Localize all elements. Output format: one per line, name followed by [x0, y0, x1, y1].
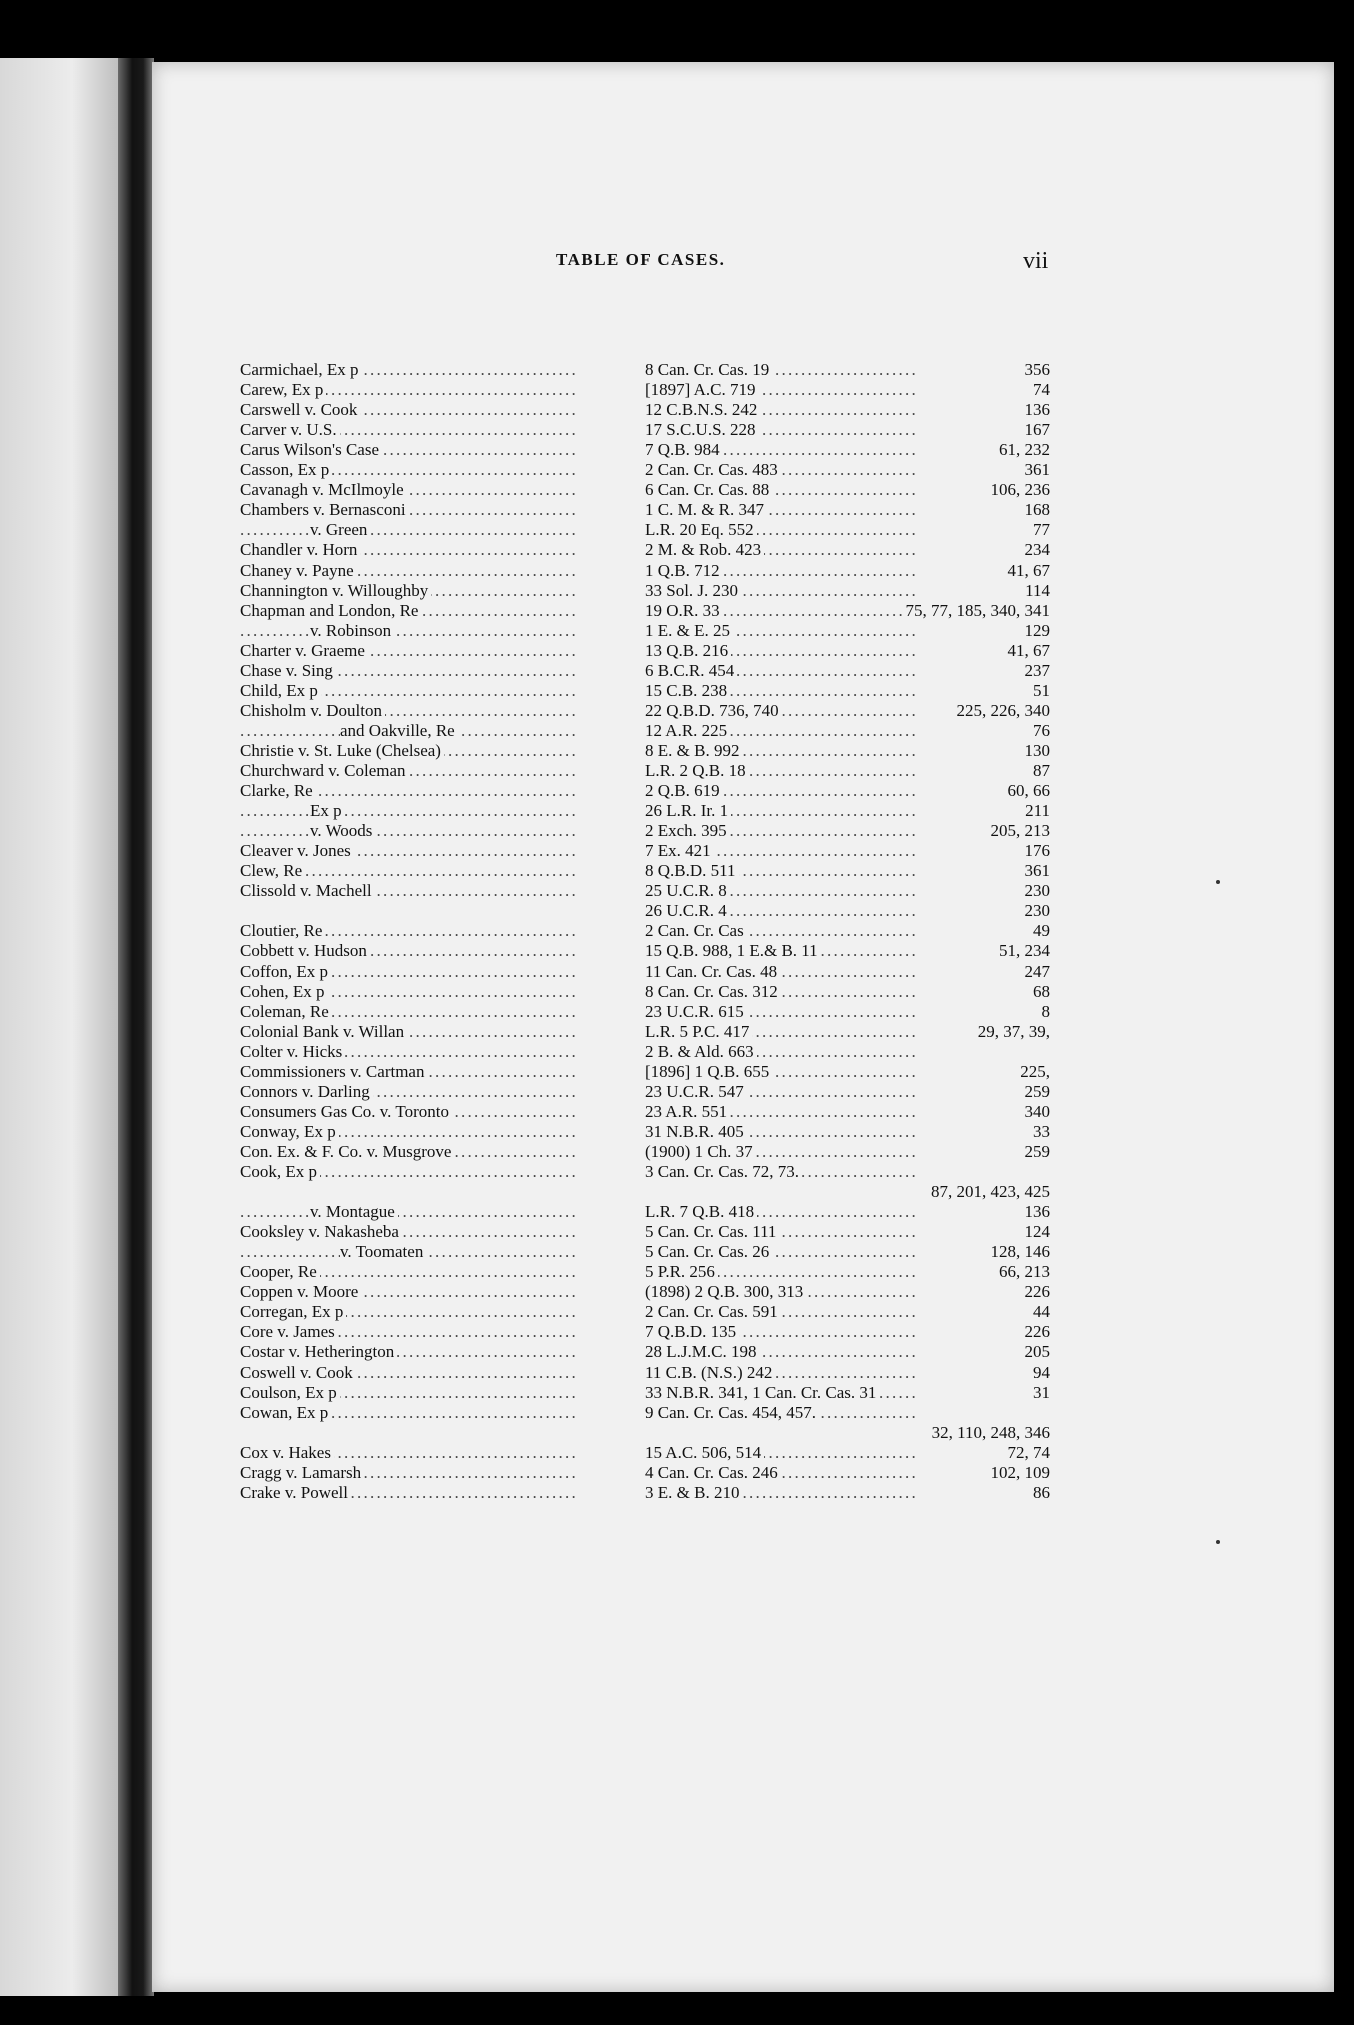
case-name: . . . Child, Ex p [240, 681, 640, 701]
page-references: 77 [780, 520, 1050, 540]
page-number: vii [1023, 248, 1049, 274]
table-row [240, 1443, 1050, 1463]
citation: . . . 7 Ex. 421 [645, 841, 1005, 861]
page-references: 41, 67 [780, 561, 1050, 581]
citation: . . . 2 Can. Cr. Cas [645, 921, 1005, 941]
page-references: 66, 213 [780, 1262, 1050, 1282]
table-row [240, 1342, 1050, 1362]
table-row [240, 1242, 1050, 1262]
page-references: 130 [780, 741, 1050, 761]
page-references: 44 [780, 1302, 1050, 1322]
citation: . . . 15 Q.B. 988, 1 E.& B. 11 [645, 941, 1005, 961]
page-references: 205, 213 [780, 821, 1050, 841]
table-row [240, 982, 1050, 1002]
facing-page-edge [0, 58, 120, 1996]
page-references: 259 [780, 1142, 1050, 1162]
page-references: 225, 226, 340 [780, 701, 1050, 721]
citation: . . . 8 Q.B.D. 511 [645, 861, 1005, 881]
case-name: . . . Channington v. Willoughby [240, 581, 640, 601]
page-references: 106, 236 [780, 480, 1050, 500]
page-references: 230 [780, 881, 1050, 901]
citation: . . . (1898) 2 Q.B. 300, 313 [645, 1282, 1005, 1302]
case-name: . . . v. Toomaten [240, 1242, 640, 1262]
page-references: 87, 201, 423, 425 [780, 1182, 1050, 1202]
table-row [240, 821, 1050, 841]
table-row [240, 440, 1050, 460]
page-references: 31 [780, 1383, 1050, 1403]
table-row [240, 1423, 1050, 1443]
case-name: . . . Connors v. Darling [240, 1082, 640, 1102]
case-name: . . . Carus Wilson's Case [240, 440, 640, 460]
citation: . . . 23 U.C.R. 547 [645, 1082, 1005, 1102]
citation: . . . L.R. 20 Eq. 552 [645, 520, 1005, 540]
citation: . . . 5 Can. Cr. Cas. 26 [645, 1242, 1005, 1262]
page-references: 76 [780, 721, 1050, 741]
page-references: 68 [780, 982, 1050, 1002]
table-row [240, 641, 1050, 661]
case-name: . . . Chase v. Sing [240, 661, 640, 681]
page-references: 51 [780, 681, 1050, 701]
page-references: 41, 67 [780, 641, 1050, 661]
page-references: 74 [780, 380, 1050, 400]
page-references: 51, 234 [780, 941, 1050, 961]
case-name: . . . Cox v. Hakes [240, 1443, 640, 1463]
page-references: 124 [780, 1222, 1050, 1242]
citation: . . . 1 Q.B. 712 [645, 561, 1005, 581]
speck-mark [1216, 880, 1220, 884]
table-row [240, 1002, 1050, 1022]
case-name: . . . Con. Ex. & F. Co. v. Musgrove [240, 1142, 640, 1162]
case-name: . . . Carswell v. Cook [240, 400, 640, 420]
table-row [240, 1142, 1050, 1162]
table-row [240, 480, 1050, 500]
page-references: 230 [780, 901, 1050, 921]
citation: . . . 19 O.R. 33 [645, 601, 1005, 621]
citation: . . . 26 L.R. Ir. 1 [645, 801, 1005, 821]
citation: . . . L.R. 2 Q.B. 18 [645, 761, 1005, 781]
citation: . . . 12 C.B.N.S. 242 [645, 400, 1005, 420]
case-name: . . . Colonial Bank v. Willan [240, 1022, 640, 1042]
table-row [240, 1042, 1050, 1062]
page-references: 129 [780, 621, 1050, 641]
case-name: . . . Chandler v. Horn [240, 540, 640, 560]
case-name: . . . Coswell v. Cook [240, 1363, 640, 1383]
citation: . . . [1896] 1 Q.B. 655 [645, 1062, 1005, 1082]
case-name: . . . Chapman and London, Re [240, 601, 640, 621]
page-references: 29, 37, 39, [780, 1022, 1050, 1042]
case-name: . . . Clissold v. Machell [240, 881, 640, 901]
citation: . . . 1 E. & E. 25 [645, 621, 1005, 641]
page-references: 87 [780, 761, 1050, 781]
case-name: . . . v. Woods [240, 821, 640, 841]
table-row [240, 1182, 1050, 1202]
table-row [240, 360, 1050, 380]
case-name: . . . Cook, Ex p [240, 1162, 640, 1182]
citation: . . . 1 C. M. & R. 347 [645, 500, 1005, 520]
citation: . . . 26 U.C.R. 4 [645, 901, 1005, 921]
table-row [240, 841, 1050, 861]
citation: . . . 2 B. & Ald. 663 [645, 1042, 1005, 1062]
citation: . . . 4 Can. Cr. Cas. 246 [645, 1463, 1005, 1483]
table-row [240, 500, 1050, 520]
page-references: 247 [780, 962, 1050, 982]
case-name: . . . Cooper, Re [240, 1262, 640, 1282]
citation: . . . 7 Q.B. 984 [645, 440, 1005, 460]
citation: . . . 23 U.C.R. 615 [645, 1002, 1005, 1022]
table-row [240, 561, 1050, 581]
case-name: . . . Chambers v. Bernasconi [240, 500, 640, 520]
table-row [240, 581, 1050, 601]
case-name: . . . Consumers Gas Co. v. Toronto [240, 1102, 640, 1122]
book-gutter [118, 58, 154, 1996]
page-references: 234 [780, 540, 1050, 560]
table-row [240, 901, 1050, 921]
citation: . . . 12 A.R. 225 [645, 721, 1005, 741]
table-row [240, 420, 1050, 440]
table-row [240, 761, 1050, 781]
citation: . . . L.R. 7 Q.B. 418 [645, 1202, 1005, 1222]
case-name: . . . Costar v. Hetherington [240, 1342, 640, 1362]
table-row [240, 1022, 1050, 1042]
citation: . . . 28 L.J.M.C. 198 [645, 1342, 1005, 1362]
table-row [240, 1262, 1050, 1282]
table-row [240, 701, 1050, 721]
table-row [240, 1322, 1050, 1342]
case-name: . . . Cragg v. Lamarsh [240, 1463, 640, 1483]
page-references: 72, 74 [780, 1443, 1050, 1463]
page-references: 136 [780, 400, 1050, 420]
case-name: . . . Casson, Ex p [240, 460, 640, 480]
table-row [240, 1202, 1050, 1222]
citation: . . . 31 N.B.R. 405 [645, 1122, 1005, 1142]
citation: . . . 33 N.B.R. 341, 1 Can. Cr. Cas. 31 [645, 1383, 1005, 1403]
page-references: 226 [780, 1282, 1050, 1302]
page-references: 94 [780, 1363, 1050, 1383]
case-name: . . . Coulson, Ex p [240, 1383, 640, 1403]
table-row [240, 681, 1050, 701]
page-references: 114 [780, 581, 1050, 601]
table-row [240, 1062, 1050, 1082]
page-references: 86 [780, 1483, 1050, 1503]
citation: . . . [1897] A.C. 719 [645, 380, 1005, 400]
table-row [240, 921, 1050, 941]
table-row [240, 601, 1050, 621]
table-row [240, 941, 1050, 961]
citation: . . . 2 M. & Rob. 423 [645, 540, 1005, 560]
case-name: . . . v. Green [240, 520, 640, 540]
citation: . . . 5 P.R. 256 [645, 1262, 1005, 1282]
page-references: 176 [780, 841, 1050, 861]
page-references: 361 [780, 861, 1050, 881]
table-row [240, 1282, 1050, 1302]
table-row [240, 962, 1050, 982]
table-row [240, 400, 1050, 420]
citation: . . . (1900) 1 Ch. 37 [645, 1142, 1005, 1162]
table-row [240, 1222, 1050, 1242]
page-references: 259 [780, 1082, 1050, 1102]
speck-mark [1216, 1540, 1220, 1544]
case-name: . . . Cobbett v. Hudson [240, 941, 640, 961]
case-name: . . . Cowan, Ex p [240, 1403, 640, 1423]
table-row [240, 1403, 1050, 1423]
citation: . . . 5 Can. Cr. Cas. 111 [645, 1222, 1005, 1242]
citation: . . . 6 B.C.R. 454 [645, 661, 1005, 681]
case-name: . . . Cleaver v. Jones [240, 841, 640, 861]
case-name: . . . Commissioners v. Cartman [240, 1062, 640, 1082]
citation: . . . 9 Can. Cr. Cas. 454, 457. [645, 1403, 1005, 1423]
citation: . . . 33 Sol. J. 230 [645, 581, 1005, 601]
citation: . . . 3 E. & B. 210 [645, 1483, 1005, 1503]
citation: . . . 2 Can. Cr. Cas. 591 [645, 1302, 1005, 1322]
table-row [240, 1162, 1050, 1182]
table-row [240, 881, 1050, 901]
page-references: 136 [780, 1202, 1050, 1222]
citation: . . . 11 Can. Cr. Cas. 48 [645, 962, 1005, 982]
citation: . . . 13 Q.B. 216 [645, 641, 1005, 661]
case-name: . . . Chisholm v. Doulton [240, 701, 640, 721]
page-references: 61, 232 [780, 440, 1050, 460]
table-row [240, 721, 1050, 741]
citation: . . . 2 Can. Cr. Cas. 483 [645, 460, 1005, 480]
case-name: . . . Ex p [240, 801, 640, 821]
case-name: . . . Carmichael, Ex p [240, 360, 640, 380]
page-references: 226 [780, 1322, 1050, 1342]
running-title: TABLE OF CASES. [556, 250, 726, 269]
page-references: 211 [780, 801, 1050, 821]
case-name: . . . Cooksley v. Nakasheba [240, 1222, 640, 1242]
table-row [240, 1122, 1050, 1142]
citation: . . . 2 Exch. 395 [645, 821, 1005, 841]
page-references: 60, 66 [780, 781, 1050, 801]
table-row [240, 621, 1050, 641]
citation: . . . 7 Q.B.D. 135 [645, 1322, 1005, 1342]
citation: . . . 22 Q.B.D. 736, 740 [645, 701, 1005, 721]
citation: . . . L.R. 5 P.C. 417 [645, 1022, 1005, 1042]
case-name: . . . Clarke, Re [240, 781, 640, 801]
page-references: 8 [780, 1002, 1050, 1022]
table-row [240, 781, 1050, 801]
case-name: . . . Conway, Ex p [240, 1122, 640, 1142]
citation: . . . 8 E. & B. 992 [645, 741, 1005, 761]
citation: . . . 25 U.C.R. 8 [645, 881, 1005, 901]
table-row [240, 1363, 1050, 1383]
table-row [240, 1483, 1050, 1503]
table-row [240, 861, 1050, 881]
page-references: 102, 109 [780, 1463, 1050, 1483]
page-header [400, 248, 1050, 292]
table-row [240, 1383, 1050, 1403]
case-name: . . . Corregan, Ex p [240, 1302, 640, 1322]
page-references: 75, 77, 185, 340, 341 [780, 601, 1050, 621]
page-references: 361 [780, 460, 1050, 480]
case-name: . . . Core v. James [240, 1322, 640, 1342]
citation: . . . 15 A.C. 506, 514 [645, 1443, 1005, 1463]
case-name: . . . Cohen, Ex p [240, 982, 640, 1002]
case-name: . . . Carver v. U.S. [240, 420, 640, 440]
case-name: . . . v. Montague [240, 1202, 640, 1222]
table-row [240, 1302, 1050, 1322]
citation: . . . 23 A.R. 551 [645, 1102, 1005, 1122]
case-name: . . . Cloutier, Re [240, 921, 640, 941]
case-name: . . . Coffon, Ex p [240, 962, 640, 982]
citation: . . . 8 Can. Cr. Cas. 312 [645, 982, 1005, 1002]
page-references: 168 [780, 500, 1050, 520]
case-name: . . . Churchward v. Coleman [240, 761, 640, 781]
citation: . . . 11 C.B. (N.S.) 242 [645, 1363, 1005, 1383]
table-row [240, 1102, 1050, 1122]
page-references: 225, [780, 1062, 1050, 1082]
citation: . . . 2 Q.B. 619 [645, 781, 1005, 801]
case-name: . . . v. Robinson [240, 621, 640, 641]
case-name: . . . Carew, Ex p [240, 380, 640, 400]
page-references: 49 [780, 921, 1050, 941]
case-name: . . . Coppen v. Moore [240, 1282, 640, 1302]
table-row [240, 741, 1050, 761]
case-name: . . . Cavanagh v. McIlmoyle [240, 480, 640, 500]
table-row [240, 540, 1050, 560]
citation: . . . 6 Can. Cr. Cas. 88 [645, 480, 1005, 500]
case-name: . . . Christie v. St. Luke (Chelsea) [240, 741, 640, 761]
page-references: 167 [780, 420, 1050, 440]
table-row [240, 661, 1050, 681]
table-row [240, 460, 1050, 480]
case-name: . . . Crake v. Powell [240, 1483, 640, 1503]
case-name: . . . Coleman, Re [240, 1002, 640, 1022]
page-references: 340 [780, 1102, 1050, 1122]
table-row [240, 520, 1050, 540]
citation: . . . 3 Can. Cr. Cas. 72, 73. [645, 1162, 1005, 1182]
case-name: . . . Clew, Re [240, 861, 640, 881]
case-name: . . . Charter v. Graeme [240, 641, 640, 661]
page-references: 205 [780, 1342, 1050, 1362]
citation: . . . 17 S.C.U.S. 228 [645, 420, 1005, 440]
page-references: 33 [780, 1122, 1050, 1142]
citation: . . . 8 Can. Cr. Cas. 19 [645, 360, 1005, 380]
page-references: 237 [780, 661, 1050, 681]
page-references: 128, 146 [780, 1242, 1050, 1262]
table-row [240, 1463, 1050, 1483]
case-name: . . . Colter v. Hicks [240, 1042, 640, 1062]
case-name: . . . and Oakville, Re [240, 721, 640, 741]
table-row [240, 1082, 1050, 1102]
page-references: 32, 110, 248, 346 [780, 1423, 1050, 1443]
table-row [240, 801, 1050, 821]
page-references: 356 [780, 360, 1050, 380]
case-name: . . . Chaney v. Payne [240, 561, 640, 581]
citation: . . . 15 C.B. 238 [645, 681, 1005, 701]
table-row [240, 380, 1050, 400]
